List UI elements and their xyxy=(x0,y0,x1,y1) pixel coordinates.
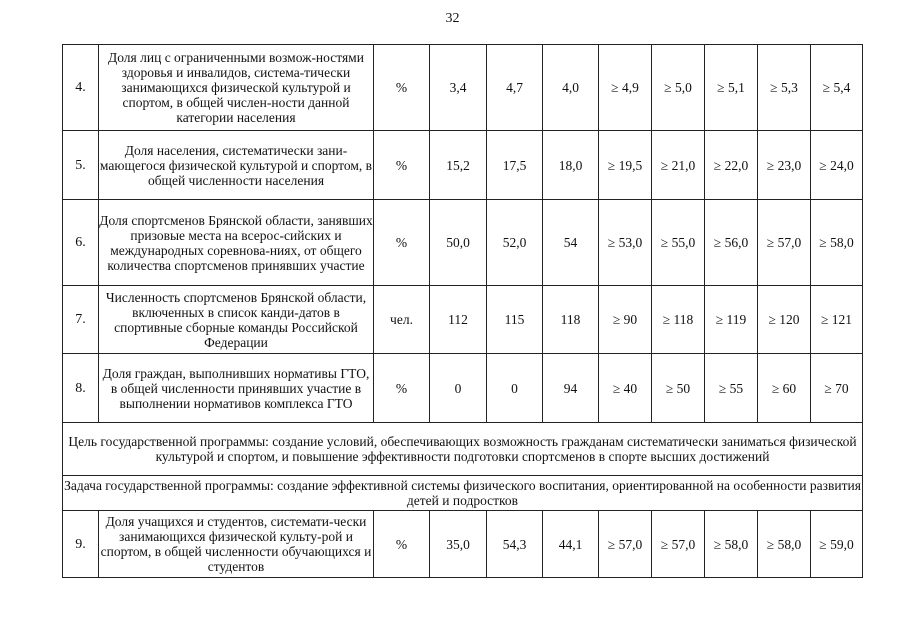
value-cell: ≥ 118 xyxy=(652,286,705,354)
value-cell: ≥ 57,0 xyxy=(758,200,811,286)
task-row xyxy=(63,476,863,511)
value-cell: ≥ 5,3 xyxy=(758,45,811,131)
table-row xyxy=(63,286,863,354)
value-cell: 52,0 xyxy=(487,200,543,286)
row-number: 4. xyxy=(63,45,99,131)
value-cell: 15,2 xyxy=(430,131,487,200)
value-cell: ≥ 56,0 xyxy=(705,200,758,286)
value-cell: ≥ 60 xyxy=(758,354,811,423)
value-cell: 3,4 xyxy=(430,45,487,131)
value-cell: 112 xyxy=(430,286,487,354)
value-cell: 35,0 xyxy=(430,511,487,578)
unit-cell: % xyxy=(374,45,430,131)
value-cell: 50,0 xyxy=(430,200,487,286)
value-cell: 118 xyxy=(543,286,599,354)
page-number: 32 xyxy=(445,11,460,26)
indicators-table xyxy=(62,44,863,578)
table-row xyxy=(63,354,863,423)
value-cell: ≥ 50 xyxy=(652,354,705,423)
table-row xyxy=(63,511,863,578)
table-row xyxy=(63,200,863,286)
program-goal-text: Цель государственной программы: создание условий, обеспечивающих возможность гражданам систематически заниматься физической культурой и спортом, и повышение эффективности подготовки спортсменов в спорте высших достижений xyxy=(63,423,863,476)
value-cell: 54 xyxy=(543,200,599,286)
indicator-name: Доля населения, систематически зани-мающегося физической культурой и спортом, в общей численности населения xyxy=(99,131,374,200)
unit-cell: чел. xyxy=(374,286,430,354)
value-cell: 4,7 xyxy=(487,45,543,131)
value-cell: ≥ 59,0 xyxy=(811,511,863,578)
value-cell: ≥ 119 xyxy=(705,286,758,354)
unit-cell: % xyxy=(374,354,430,423)
value-cell: ≥ 70 xyxy=(811,354,863,423)
row-number: 5. xyxy=(63,131,99,200)
value-cell: ≥ 40 xyxy=(599,354,652,423)
value-cell: 0 xyxy=(487,354,543,423)
value-cell: ≥ 58,0 xyxy=(758,511,811,578)
value-cell: ≥ 58,0 xyxy=(811,200,863,286)
value-cell: ≥ 121 xyxy=(811,286,863,354)
value-cell: 54,3 xyxy=(487,511,543,578)
table-row xyxy=(63,45,863,131)
unit-cell: % xyxy=(374,131,430,200)
value-cell: 4,0 xyxy=(543,45,599,131)
row-number: 6. xyxy=(63,200,99,286)
value-cell: 0 xyxy=(430,354,487,423)
table-row xyxy=(63,131,863,200)
indicator-name: Численность спортсменов Брянской области, включенных в список канди-датов в спортивные сборные команды Российской Федерации xyxy=(99,286,374,354)
value-cell: ≥ 24,0 xyxy=(811,131,863,200)
value-cell: 17,5 xyxy=(487,131,543,200)
indicator-name: Доля спортсменов Брянской области, занявших призовые места на всерос-сийских и международных соревнова-ниях, от общего количества спортсменов принявших участие xyxy=(99,200,374,286)
indicator-name: Доля лиц с ограниченными возмож-ностями здоровья и инвалидов, система-тически занимающихся физической культурой и спортом, в общей числен-ности данной категории населения xyxy=(99,45,374,131)
goal-row xyxy=(63,423,863,476)
unit-cell: % xyxy=(374,511,430,578)
row-number: 9. xyxy=(63,511,99,578)
value-cell: 115 xyxy=(487,286,543,354)
value-cell: ≥ 19,5 xyxy=(599,131,652,200)
value-cell: 44,1 xyxy=(543,511,599,578)
value-cell: ≥ 57,0 xyxy=(652,511,705,578)
value-cell: ≥ 5,4 xyxy=(811,45,863,131)
value-cell: ≥ 57,0 xyxy=(599,511,652,578)
value-cell: ≥ 5,1 xyxy=(705,45,758,131)
value-cell: ≥ 4,9 xyxy=(599,45,652,131)
value-cell: ≥ 21,0 xyxy=(652,131,705,200)
value-cell: ≥ 5,0 xyxy=(652,45,705,131)
value-cell: ≥ 55 xyxy=(705,354,758,423)
value-cell: ≥ 23,0 xyxy=(758,131,811,200)
value-cell: ≥ 120 xyxy=(758,286,811,354)
unit-cell: % xyxy=(374,200,430,286)
indicator-name: Доля учащихся и студентов, системати-чески занимающихся физической культу-рой и спортом, в общей численности обучающихся и студентов xyxy=(99,511,374,578)
program-task-text: Задача государственной программы: создание эффективной системы физического воспитания, ориентированной на особенности развития детей и подростков xyxy=(63,476,863,511)
row-number: 8. xyxy=(63,354,99,423)
value-cell: ≥ 53,0 xyxy=(599,200,652,286)
row-number: 7. xyxy=(63,286,99,354)
value-cell: ≥ 58,0 xyxy=(705,511,758,578)
value-cell: 94 xyxy=(543,354,599,423)
value-cell: 18,0 xyxy=(543,131,599,200)
value-cell: ≥ 90 xyxy=(599,286,652,354)
indicator-name: Доля граждан, выполнивших нормативы ГТО, в общей численности принявших участие в выполнении нормативов комплекса ГТО xyxy=(99,354,374,423)
value-cell: ≥ 22,0 xyxy=(705,131,758,200)
value-cell: ≥ 55,0 xyxy=(652,200,705,286)
